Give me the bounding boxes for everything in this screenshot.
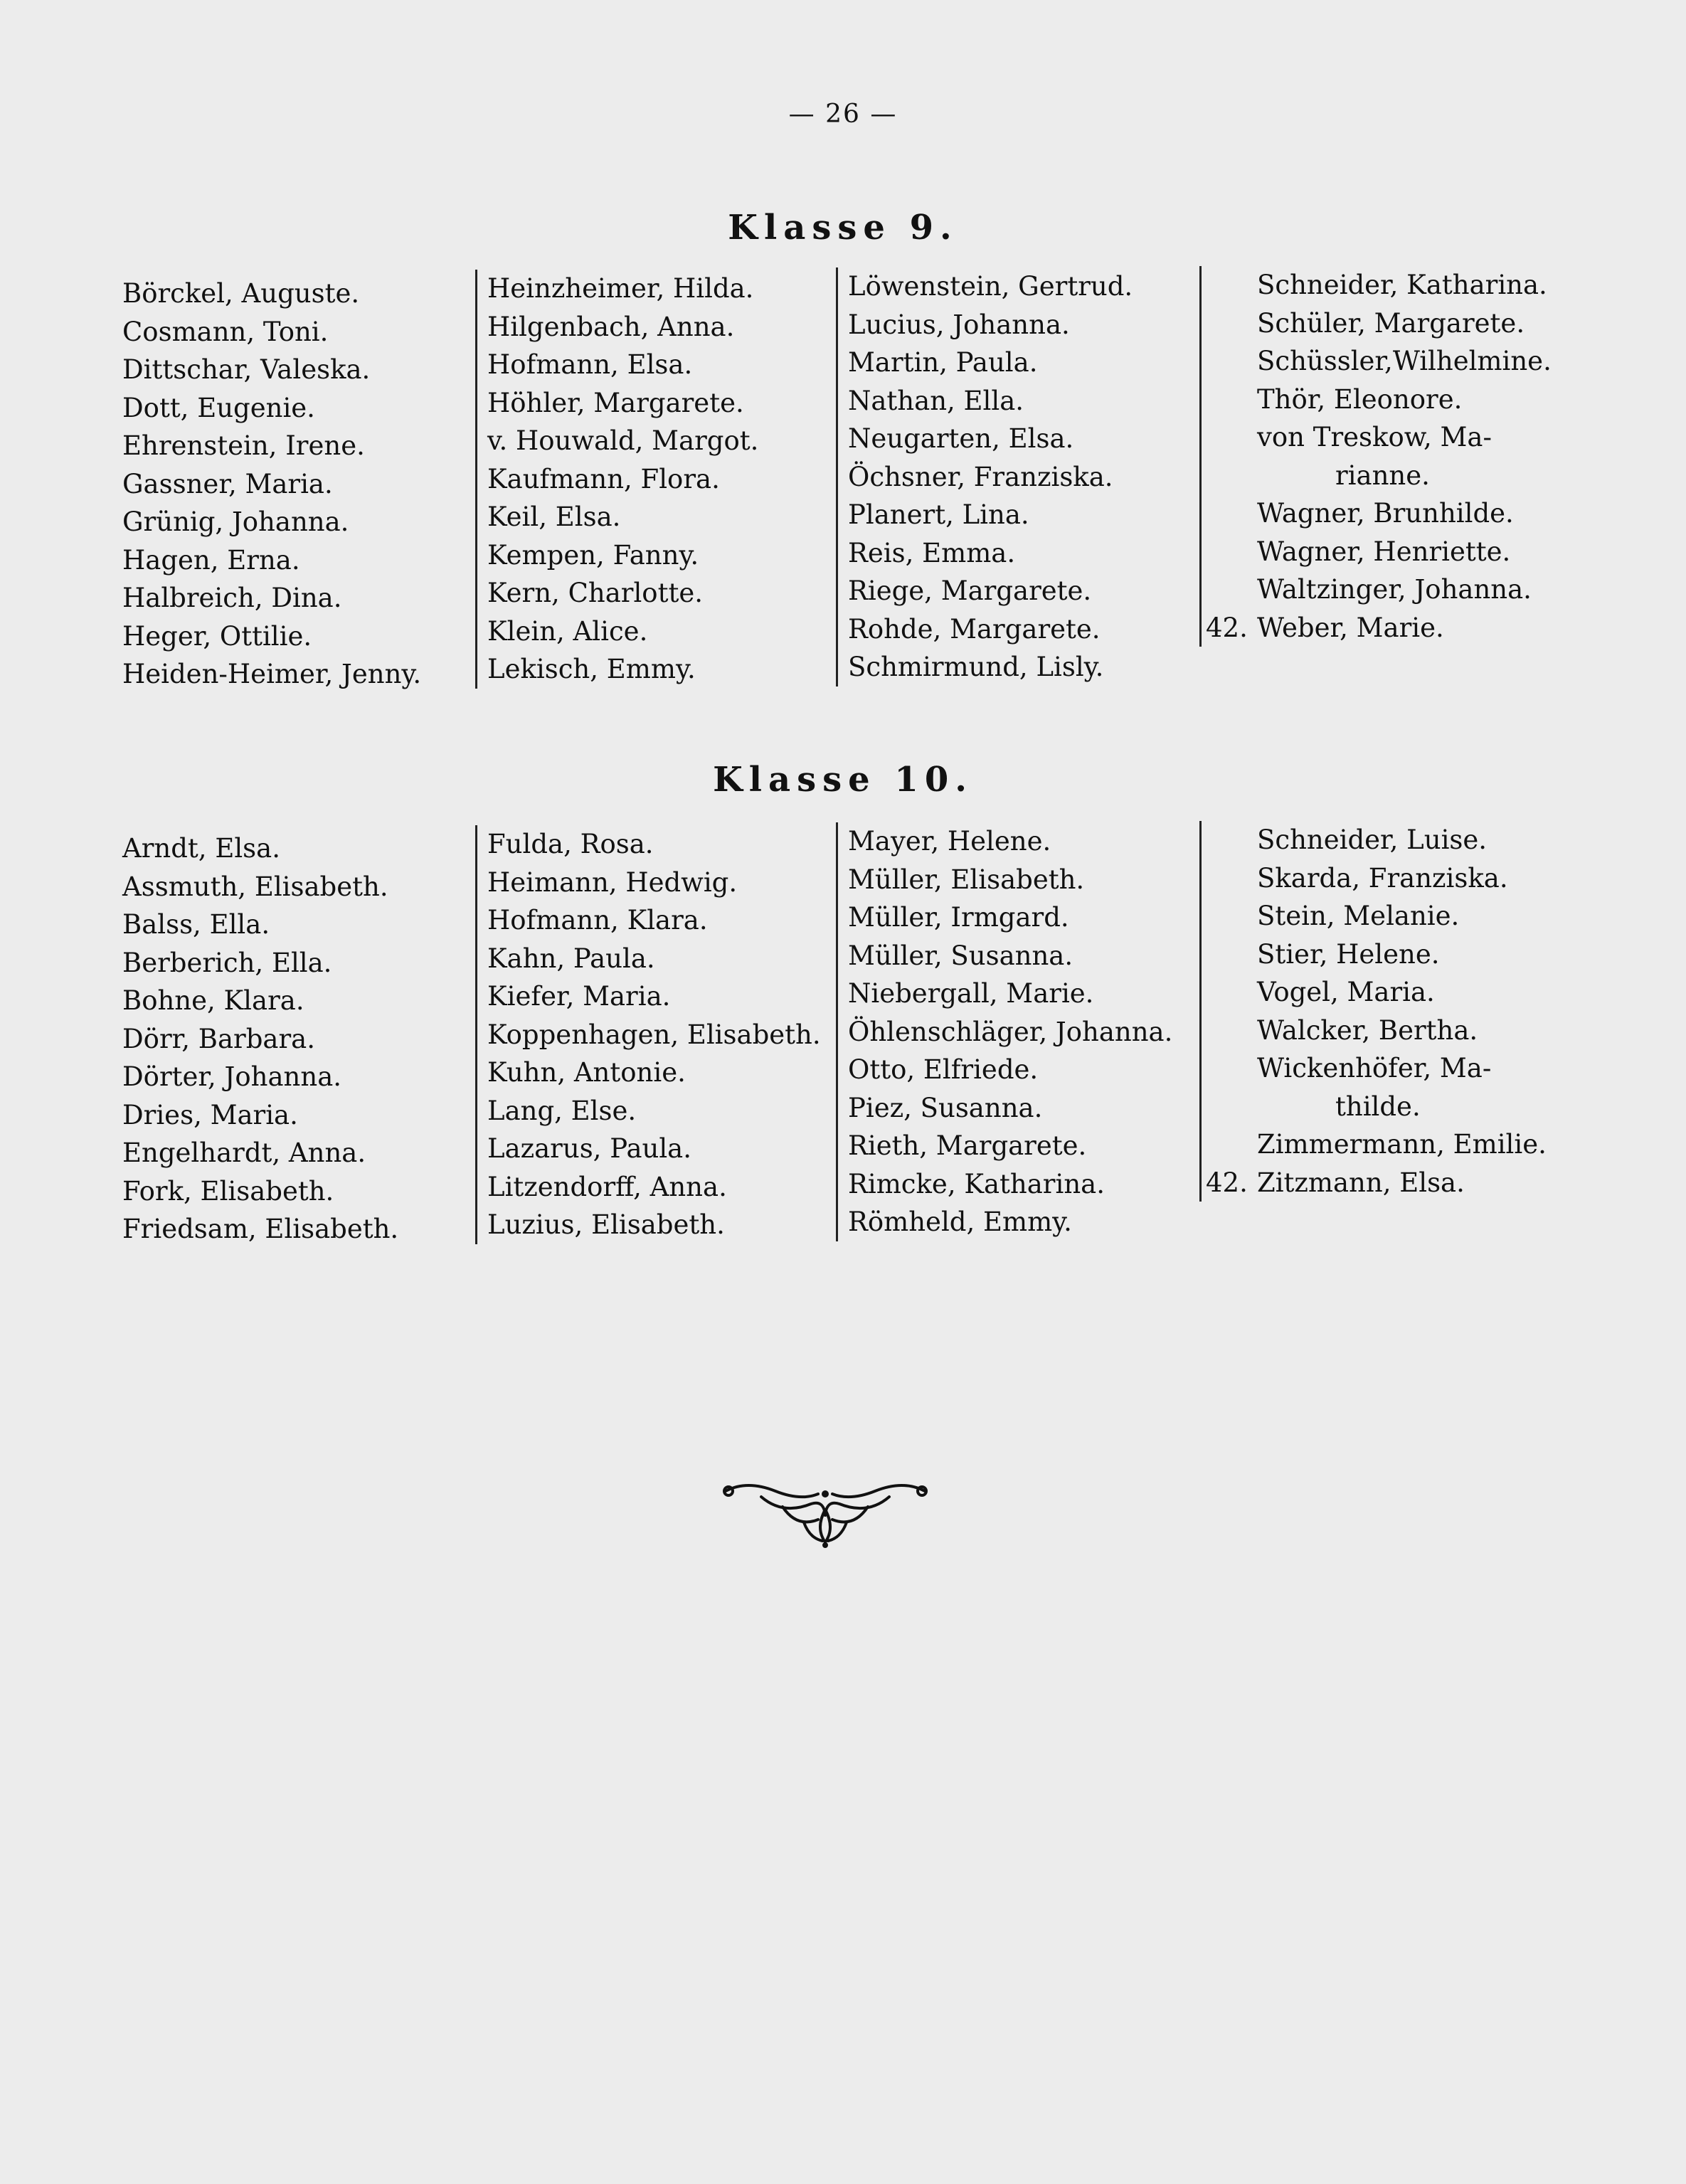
name-entry [487, 1206, 821, 1244]
name-text: Gassner, Maria. [122, 468, 333, 499]
name-entry [487, 613, 758, 651]
name-entry [487, 825, 821, 864]
name-entry [122, 313, 421, 351]
name-text: Cosmann, Toni. [122, 316, 329, 347]
name-entry [122, 944, 398, 982]
name-entry [848, 420, 1133, 458]
name-entry [487, 422, 758, 460]
name-text: Planert, Lina. [848, 499, 1029, 530]
name-text: Koppenhagen, Elisabeth. [487, 1019, 821, 1050]
name-entry [1257, 266, 1552, 304]
name-entry [1257, 1049, 1547, 1088]
name-text: Schneider, Katharina. [1257, 270, 1547, 300]
name-entry [848, 1089, 1172, 1128]
name-entry [848, 1051, 1172, 1089]
name-entry [487, 1130, 821, 1168]
name-text: Reis, Emma. [848, 537, 1016, 568]
name-text: Kaufmann, Flora. [487, 463, 720, 494]
name-text: Kiefer, Maria. [487, 981, 671, 1012]
name-entry [1257, 821, 1547, 859]
name-entry [122, 655, 421, 694]
name-text: Fulda, Rosa. [487, 829, 654, 859]
name-text: Löwenstein, Gertrud. [848, 271, 1133, 302]
page-number: — 26 — [788, 100, 898, 129]
name-entry [848, 610, 1133, 649]
name-text: Klein, Alice. [487, 615, 648, 647]
name-text: Niebergall, Marie. [848, 978, 1094, 1009]
name-text: Rimcke, Katharina. [848, 1168, 1105, 1199]
name-text: Römheld, Emmy. [848, 1207, 1072, 1237]
name-text: Börckel, Auguste. [122, 278, 360, 309]
name-text: Hofmann, Klara. [487, 905, 708, 935]
name-entry [122, 617, 421, 656]
name-text: Friedsam, Elisabeth. [122, 1214, 399, 1244]
klasse-9-column-3 [836, 267, 1133, 687]
klasse-9-column-2 [475, 270, 758, 689]
name-entry [487, 308, 758, 346]
klasse-9-column-1 [122, 275, 421, 694]
name-entry [122, 389, 421, 428]
name-entry [487, 1168, 821, 1207]
name-entry [848, 937, 1172, 975]
name-text: Kern, Charlotte. [487, 578, 703, 608]
name-text: Skarda, Franziska. [1257, 862, 1508, 894]
name-text: Litzendorff, Anna. [487, 1171, 727, 1202]
name-entry [848, 382, 1133, 420]
name-text: Müller, Elisabeth. [848, 864, 1085, 895]
ornament-flourish [719, 1473, 932, 1551]
name-entry [487, 977, 821, 1016]
name-entry [122, 1058, 398, 1096]
name-entry [487, 574, 758, 613]
name-entry [122, 503, 421, 541]
name-text: Vogel, Maria. [1257, 977, 1435, 1007]
name-text: Piez, Susanna. [848, 1092, 1043, 1123]
klasse-10-column-3 [836, 822, 1172, 1241]
name-entry [848, 267, 1133, 306]
name-text: Kahn, Paula. [487, 943, 655, 974]
klasse-10-column-4 [1199, 821, 1547, 1202]
name-text: Stein, Melanie. [1257, 901, 1460, 931]
name-text: Ehrenstein, Irene. [122, 430, 365, 461]
name-entry [122, 1134, 398, 1172]
name-text: Waltzinger, Johanna. [1257, 574, 1532, 605]
name-text: von Treskow, Ma- [1257, 422, 1492, 452]
entry-count-number: 42. [1206, 612, 1248, 643]
name-entry [848, 975, 1172, 1013]
name-entry [1257, 494, 1552, 533]
name-entry [122, 982, 398, 1020]
name-text: Otto, Elfriede. [848, 1054, 1039, 1085]
name-entry [1257, 859, 1547, 898]
name-text: Schneider, Luise. [1257, 825, 1488, 855]
name-entry [1257, 1088, 1547, 1126]
name-text: Wagner, Henriette. [1257, 536, 1511, 567]
name-entry [848, 496, 1133, 534]
name-entry [1257, 1125, 1547, 1164]
name-text: Heiden-Heimer, Jenny. [122, 659, 422, 689]
name-entry [848, 534, 1133, 573]
name-text: Thör, Eleonore. [1257, 383, 1463, 415]
name-text: Zitzmann, Elsa. [1257, 1167, 1465, 1198]
name-entry [487, 1016, 821, 1054]
name-entry [487, 270, 758, 308]
name-text: Schmirmund, Lisly. [848, 652, 1104, 682]
name-text: Höhler, Margarete. [487, 387, 744, 418]
name-text: Arndt, Elsa. [122, 833, 280, 864]
name-entry [1206, 1164, 1547, 1202]
name-text: Weber, Marie. [1257, 612, 1444, 643]
bleed-through-texture [107, 1245, 1529, 2027]
name-text: Lucius, Johanna. [848, 309, 1070, 340]
name-entry [487, 536, 758, 575]
name-entry [848, 344, 1133, 382]
name-entry [122, 351, 421, 389]
name-text: v. Houwald, Margot. [487, 425, 759, 456]
name-entry [1257, 533, 1552, 571]
name-entry [848, 306, 1133, 344]
name-entry [848, 861, 1172, 899]
name-text: Berberich, Ella. [122, 947, 332, 978]
name-text: Nathan, Ella. [848, 385, 1024, 416]
name-text: Engelhardt, Anna. [122, 1138, 366, 1168]
name-entry [487, 346, 758, 384]
name-entry [487, 1054, 821, 1092]
name-entry [1257, 1012, 1547, 1050]
name-entry [1257, 935, 1547, 974]
name-text: Heinzheimer, Hilda. [487, 273, 754, 304]
name-entry [848, 648, 1133, 687]
name-entry [1257, 381, 1552, 419]
name-entry [487, 901, 821, 940]
name-entry [848, 1127, 1172, 1165]
name-text: Stier, Helene. [1257, 938, 1440, 970]
name-entry [122, 906, 398, 944]
name-entry [1257, 571, 1552, 609]
name-text: Dörter, Johanna. [122, 1061, 342, 1092]
name-text: Assmuth, Elisabeth. [122, 871, 388, 902]
name-text: Grünig, Johanna. [122, 507, 349, 537]
name-text: Balss, Ella. [122, 909, 270, 940]
name-entry [848, 1013, 1172, 1051]
name-text: Luzius, Elisabeth. [487, 1209, 725, 1240]
name-text: Hagen, Erna. [122, 544, 300, 576]
name-text: Lang, Else. [487, 1095, 637, 1126]
name-entry [487, 650, 758, 689]
name-entry [122, 1210, 398, 1249]
name-entry [487, 1092, 821, 1130]
section-title-klasse-10: Klasse 10. [713, 760, 973, 800]
name-entry [1257, 973, 1547, 1012]
name-text: Dittschar, Valeska. [122, 354, 371, 385]
name-entry [1257, 897, 1547, 935]
name-text: Zimmermann, Emilie. [1257, 1129, 1547, 1160]
name-text: Riege, Margarete. [848, 576, 1092, 606]
name-entry [848, 1165, 1172, 1204]
klasse-10-column-1 [122, 829, 398, 1249]
name-text: Rohde, Margarete. [848, 613, 1101, 645]
name-entry [848, 822, 1172, 861]
name-text: Kuhn, Antonie. [487, 1057, 686, 1088]
name-entry [122, 275, 421, 313]
name-text: Bohne, Klara. [122, 985, 304, 1016]
name-text: Dott, Eugenie. [122, 392, 315, 423]
name-text: Lekisch, Emmy. [487, 654, 696, 684]
name-text: Hofmann, Elsa. [487, 349, 693, 380]
name-text: Walcker, Bertha. [1257, 1014, 1478, 1046]
name-text: Müller, Irmgard. [848, 902, 1069, 933]
name-text: Neugarten, Elsa. [848, 423, 1074, 454]
name-text: Fork, Elisabeth. [122, 1175, 334, 1207]
name-text: thilde. [1335, 1091, 1421, 1122]
klasse-10-column-2 [475, 825, 821, 1244]
section-title-klasse-9: Klasse 9. [728, 208, 958, 248]
name-entry [487, 864, 821, 902]
name-entry [122, 1020, 398, 1059]
name-entry [1257, 304, 1552, 343]
name-entry [848, 458, 1133, 497]
name-entry [122, 579, 421, 617]
name-entry [487, 460, 758, 499]
name-entry [1257, 457, 1552, 495]
name-entry [122, 427, 421, 465]
name-entry [1206, 609, 1552, 647]
name-text: Öhlenschläger, Johanna. [848, 1016, 1173, 1047]
name-entry [487, 940, 821, 978]
name-text: Mayer, Helene. [848, 826, 1051, 857]
name-entry [487, 384, 758, 423]
name-text: Kempen, Fanny. [487, 539, 699, 571]
name-text: Dörr, Barbara. [122, 1023, 315, 1054]
name-text: Martin, Paula. [848, 347, 1038, 378]
name-text: Wagner, Brunhilde. [1257, 498, 1514, 529]
name-text: Halbreich, Dina. [122, 583, 342, 613]
name-entry [1257, 418, 1552, 457]
name-text: Müller, Susanna. [848, 940, 1073, 971]
entry-count-number: 42. [1206, 1167, 1248, 1198]
name-text: Hilgenbach, Anna. [487, 311, 735, 342]
name-text: Heger, Ottilie. [122, 620, 312, 652]
name-text: rianne. [1335, 460, 1430, 491]
name-text: Lazarus, Paula. [487, 1133, 691, 1164]
name-text: Schüssler,Wilhelmine. [1257, 346, 1552, 376]
name-entry [848, 1203, 1172, 1241]
name-entry [1257, 342, 1552, 381]
klasse-9-column-4 [1199, 266, 1552, 647]
name-entry [487, 498, 758, 536]
name-entry [122, 1172, 398, 1211]
name-entry [122, 1096, 398, 1135]
name-entry [122, 465, 421, 504]
name-text: Wickenhöfer, Ma- [1257, 1053, 1492, 1083]
name-entry [122, 868, 398, 906]
name-text: Öchsner, Franziska. [848, 461, 1113, 492]
name-text: Rieth, Margarete. [848, 1130, 1087, 1161]
name-entry [122, 829, 398, 868]
name-entry [122, 541, 421, 580]
name-entry [848, 572, 1133, 610]
name-text: Keil, Elsa. [487, 502, 621, 532]
name-text: Schüler, Margarete. [1257, 307, 1525, 339]
name-text: Dries, Maria. [122, 1099, 298, 1130]
name-text: Heimann, Hedwig. [487, 866, 738, 898]
name-entry [848, 898, 1172, 937]
